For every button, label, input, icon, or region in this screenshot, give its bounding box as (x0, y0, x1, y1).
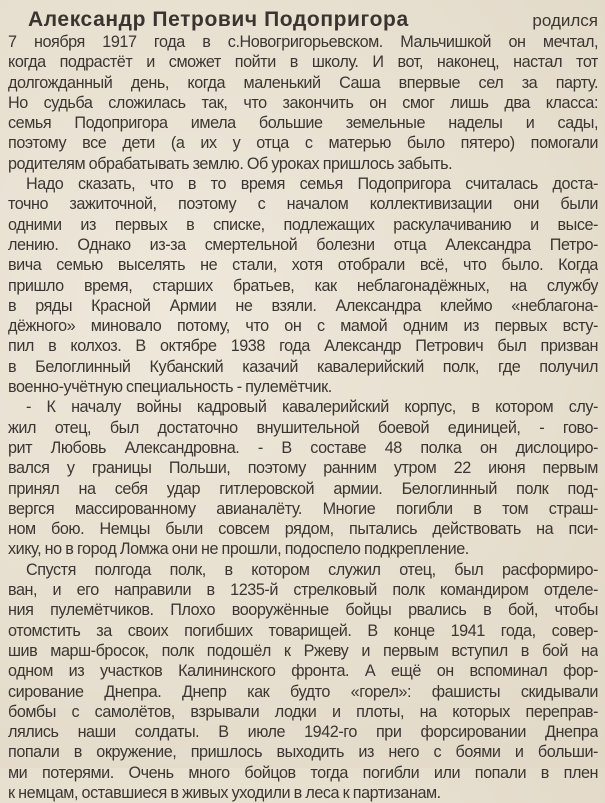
text-line: бомбы с самолётов, взрывали лодки и плоты, на которых переправ- (8, 702, 598, 721)
text-line: вался у границы Польши, поэтому ранним утром 22 июня первым (8, 459, 598, 478)
text-line: лялись наши солдаты. В июле 1942-го при форсировании Днепра (8, 723, 598, 742)
text-line: принял на себя удар гитлеровской армии. Белоглинный полк под- (8, 479, 598, 498)
text-line: пришло время, старших братьев, как неблагонадёжных, на службу (8, 276, 598, 295)
paragraph (8, 32, 598, 174)
text-line: - К началу войны кадровый кавалерийский корпус, в котором слу- (26, 398, 598, 417)
text-line: Спустя полгода полк, в котором служил отец, был расформиро- (26, 560, 598, 579)
text-line: хику, но в город Ломжа они не прошли, подоспело подкрепление. (8, 540, 469, 559)
text-line: жил отец, был достаточно внушительной боевой единицей, - гово- (8, 418, 598, 437)
text-line: долгожданный день, когда маленький Саша впервые сел за парту. (8, 73, 598, 92)
text-line: дёжного» миновало потому, что он с мамой одним из первых всту- (8, 317, 598, 336)
text-line: одними из первых в списке, подлежащих раскулачиванию и высе- (8, 215, 598, 234)
text-line: родителям обрабатывать землю. Об уроках пришлось забыть. (8, 154, 453, 173)
text-line: в ряды Красной Армии не взяли. Александра клеймо «неблагона- (8, 296, 598, 315)
text-line: рит Любовь Александровна. - В составе 48 полка он дислоциро- (8, 438, 598, 457)
paragraph (8, 560, 598, 803)
text-line: 7 ноября 1917 года в с.Новогригорьевском. Мальчишкой он мечтал, (8, 33, 598, 51)
text-line: точно зажиточной, поэтому с началом коллективизации они были (8, 195, 598, 214)
text-line: попали в окружение, пришлось выходить из него с боями и больши- (8, 743, 598, 762)
text-line: вергся массированному авианалёту. Многие погибли в том страш- (8, 499, 598, 518)
text-line: когда подрастёт и сможет пойти в школу. И вот, наконец, настал тот (8, 53, 598, 72)
article-heading (8, 8, 598, 32)
text-line: в Белоглинный Кубанский казачий кавалерийский полк, где получил (8, 357, 598, 376)
text-line: пил в колхоз. В октябре 1938 года Александр Петрович был призван (8, 337, 598, 356)
text-line: вича семью выселять не стали, хотя отобрали всё, что было. Когда (8, 256, 598, 275)
text-line: ном бою. Немцы были совсем рядом, пытались действовать на пси- (8, 520, 598, 539)
text-line: ния пулемётчиков. Плохо вооружённые бойцы рвались в бой, чтобы (8, 601, 598, 620)
text-line: отомстить за своих погибших товарищей. В конце 1941 года, совер- (8, 621, 598, 640)
text-line: одном из участков Калининского фронта. А ещё он вспоминал фор- (8, 662, 598, 681)
article (8, 8, 598, 803)
text-line: сирование Днепра. Днепр как будто «горел»: фашисты скидывали (8, 682, 598, 701)
paragraph (8, 397, 598, 559)
text-line: семья Подопригора имела большие земельные наделы и сады, (8, 114, 598, 133)
text-line: Но судьба сложилась так, что закончить он смог лишь два класса: (8, 93, 598, 112)
person-name: Александр Петрович Подопригора (28, 8, 409, 31)
text-line: поэтому все дети (а их у отца с матерью было пятеро) помогали (8, 134, 598, 153)
heading-continuation: родился (532, 11, 598, 30)
text-line: военно-учётную специальность - пулемётчик. (8, 378, 332, 397)
text-line: к немцам, оставшиеся в живых уходили в леса к партизанам. (8, 783, 441, 802)
article-body (8, 32, 598, 803)
paragraph (8, 174, 598, 397)
text-line: шив марш-бросок, полк подошёл к Ржеву и первым вступил в бой на (8, 641, 598, 660)
text-line: ван, и его направили в 1235-й стрелковый полк командиром отделе- (8, 581, 598, 600)
text-line: Надо сказать, что в то время семья Подопригора считалась доста- (26, 175, 598, 194)
text-line: лению. Однако из-за смертельной болезни отца Александра Петро- (8, 235, 598, 254)
text-line: ми потерями. Очень много бойцов тогда погибли или попали в плен (8, 763, 598, 782)
